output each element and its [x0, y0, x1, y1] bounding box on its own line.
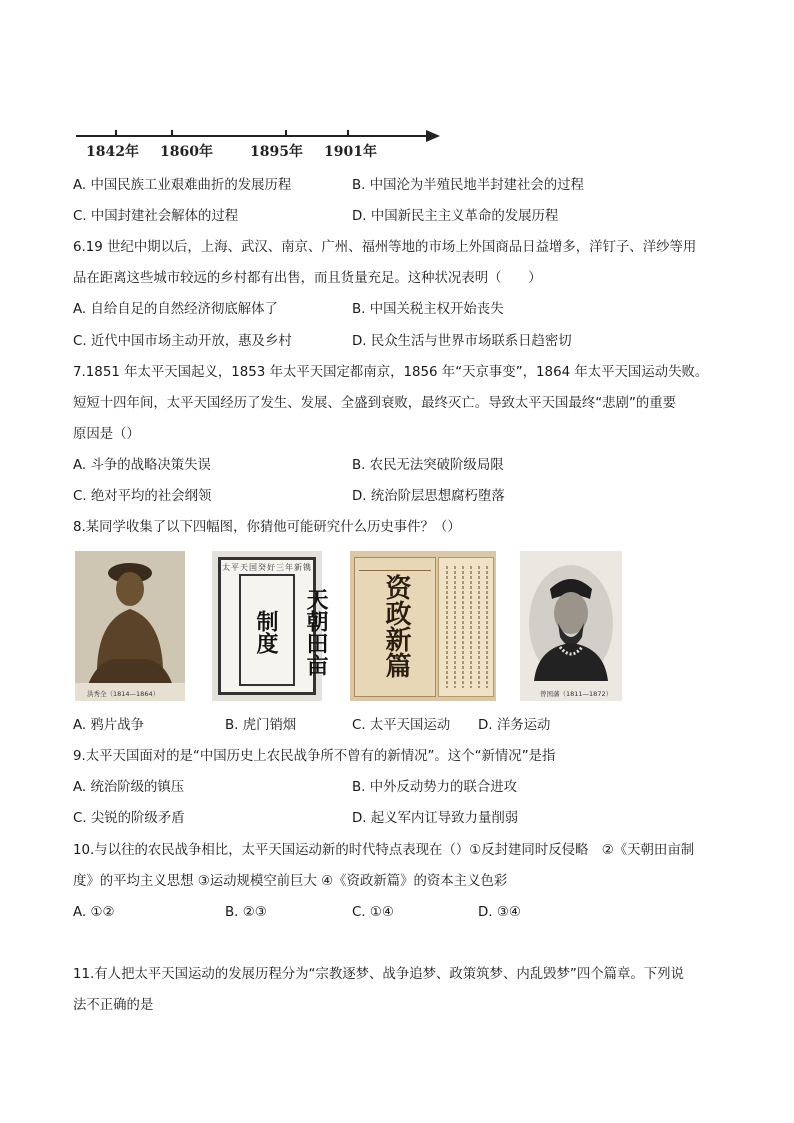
- document-cover: [354, 557, 436, 697]
- q8-option-a[interactable]: A. 鸦片战争: [73, 718, 144, 733]
- hong-xiuquan-statue-picture: [75, 551, 185, 701]
- q7-option-d[interactable]: D. 统治阶层思想腐朽堕落: [352, 489, 505, 504]
- q6-stem-line2: 品在距离这些城市较远的乡村都有出售，而且货量充足。这种状况表明（ ）: [73, 271, 542, 286]
- q7-option-b[interactable]: B. 农民无法突破阶级局限: [352, 458, 504, 473]
- q5-option-b[interactable]: B. 中国沦为半殖民地半封建社会的过程: [352, 178, 584, 193]
- q5-option-a[interactable]: A. 中国民族工业艰难曲折的发展历程: [73, 178, 292, 193]
- book-title-frame: [239, 574, 329, 686]
- zizheng-xinpian-picture: [350, 551, 496, 701]
- q10-stem-line1: 10.与以往的农民战争相比，太平天国运动新的时代特点表现在（）①反封建同时反侵略 ②《天朝田亩制: [73, 843, 695, 858]
- q6-option-d[interactable]: D. 民众生活与世界市场联系日趋密切: [352, 334, 572, 349]
- q7-option-c[interactable]: C. 绝对平均的社会纲领: [73, 489, 212, 504]
- pic2-title: 天朝田亩制度: [253, 588, 329, 676]
- book-cover: [218, 557, 329, 695]
- pic3-title: 资政新篇: [381, 574, 411, 678]
- q7-option-a[interactable]: A. 斗争的战略决策失误: [73, 458, 211, 473]
- pic4-caption: 曾国藩（1811—1872）: [540, 690, 613, 698]
- document-header-line: [359, 562, 431, 571]
- q9-stem: 9.太平天国面对的是“中国历史上农民战争所不曾有的新情况”。这个“新情况”是指: [73, 749, 556, 764]
- q9-option-a[interactable]: A. 统治阶级的镇压: [73, 780, 185, 795]
- pic2-header: 太平天国癸好三年新镌: [222, 563, 312, 572]
- document-text-lines: [439, 558, 493, 696]
- q9-option-c[interactable]: C. 尖锐的阶级矛盾: [73, 811, 185, 826]
- q6-option-b[interactable]: B. 中国关税主权开始丧失: [352, 302, 504, 317]
- q7-stem-line3: 原因是（）: [73, 427, 140, 442]
- q8-option-b[interactable]: B. 虎门销烟: [225, 718, 297, 733]
- timeline-label-1860: 1860年: [160, 144, 213, 160]
- q11-stem-line2: 法不正确的是: [73, 998, 154, 1013]
- q10-option-a[interactable]: A. ①②: [73, 905, 115, 920]
- document-inner-page: [438, 557, 494, 697]
- zeng-guofan-portrait-picture: [520, 551, 622, 701]
- q6-option-c[interactable]: C. 近代中国市场主动开放，惠及乡村: [73, 334, 292, 349]
- timeline-label-1901: 1901年: [324, 144, 377, 160]
- timeline-figure: [74, 124, 444, 164]
- q5-option-c[interactable]: C. 中国封建社会解体的过程: [73, 209, 239, 224]
- q6-option-a[interactable]: A. 自给自足的自然经济彻底解体了: [73, 302, 278, 317]
- q10-option-d[interactable]: D. ③④: [478, 905, 521, 920]
- pic1-caption: 洪秀全（1814—1864）: [87, 690, 160, 698]
- q8-option-d[interactable]: D. 洋务运动: [478, 718, 551, 733]
- q10-stem-line2: 度》的平均主义思想 ③运动规模空前巨大 ④《资政新篇》的资本主义色彩: [73, 874, 508, 889]
- q9-option-d[interactable]: D. 起义军内讧导致力量削弱: [352, 811, 519, 826]
- q7-stem-line2: 短短十四年间，太平天国经历了发生、发展、全盛到衰败，最终灭亡。导致太平天国最终“悲剧”的重要: [73, 396, 677, 411]
- q5-option-d[interactable]: D. 中国新民主主义革命的发展历程: [352, 209, 559, 224]
- q8-stem: 8.某同学收集了以下四幅图，你猜他可能研究什么历史事件？（）: [73, 520, 461, 535]
- portrait-illustration: [520, 551, 622, 701]
- timeline-label-1842: 1842年: [86, 144, 139, 160]
- q10-option-c[interactable]: C. ①④: [352, 905, 394, 920]
- q10-option-b[interactable]: B. ②③: [225, 905, 267, 920]
- q9-option-b[interactable]: B. 中外反动势力的联合进攻: [352, 780, 517, 795]
- q6-stem-line1: 6.19 世纪中期以后，上海、武汉、南京、广州、福州等地的市场上外国商品日益增多，洋钉子、洋纱等用: [73, 240, 697, 255]
- q11-stem-line1: 11.有人把太平天国运动的发展历程分为“宗教逐梦、战争追梦、政策筑梦、内乱毁梦”四个篇章。下列说: [73, 967, 684, 982]
- tianchao-tianmu-book-picture: [212, 551, 329, 701]
- q8-option-c[interactable]: C. 太平天国运动: [352, 718, 451, 733]
- timeline-label-1895: 1895年: [250, 144, 303, 160]
- q7-stem-line1: 7.1851 年太平天国起义，1853 年太平天国定都南京，1856 年“天京事变”，1864 年太平天国运动失败。: [73, 365, 709, 380]
- statue-illustration: [75, 551, 185, 701]
